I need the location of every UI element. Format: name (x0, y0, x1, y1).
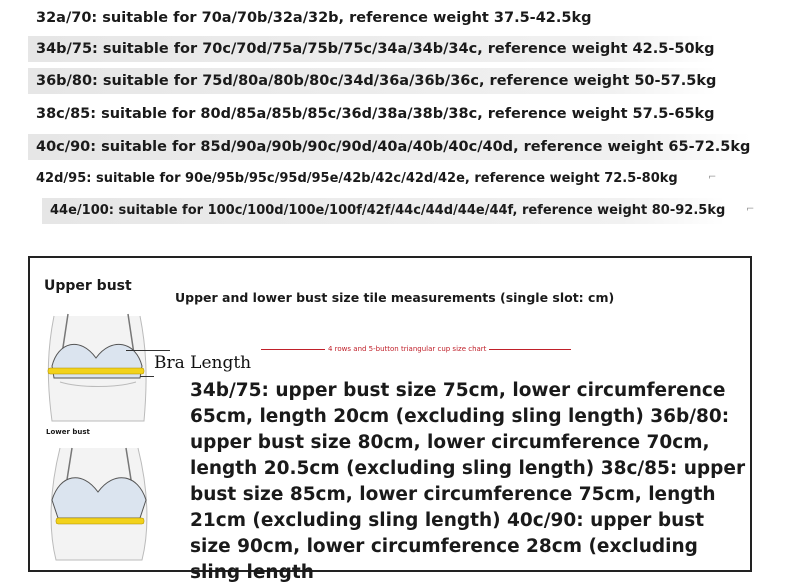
size-description: 34b/75: upper bust size 75cm, lower circumference 65cm, length 20cm (excluding sling length) 36b/80: upper bust size 80cm, lower circumference 70cm, length 20.5cm (excluding sling length) 38c/85: upper bust size 85cm, lower circumference 75cm, length 21cm (excluding sling length) 40c/90: upper bust size 90cm, lower circumference 28cm (excluding sling length (190, 380, 746, 583)
lower-bust-bra-illustration (42, 438, 157, 563)
size-row-40c: 40c/90: suitable for 85d/90a/90b/90c/90d/40a/40b/40c/40d, reference weight 65-72.5kg (28, 134, 750, 160)
arrow-icon: ⌐ (746, 204, 755, 215)
upper-bust-label: Upper bust (44, 278, 132, 294)
size-row-38c: 38c/85: suitable for 80d/85a/85b/85c/36d/38a/38b/38c, reference weight 57.5-65kg (36, 106, 715, 122)
bra-length-leader-line (140, 376, 154, 377)
red-caption-line (258, 345, 574, 353)
size-row-34b: 34b/75: suitable for 70c/70d/75a/75b/75c/34a/34b/34c, reference weight 42.5-50kg (28, 36, 715, 62)
measurement-diagram (28, 256, 752, 583)
size-row-42d: 42d/95: suitable for 90e/95b/95c/95d/95e/42b/42c/42d/42e, reference weight 72.5-80kg (36, 171, 678, 186)
chart-title: Upper and lower bust size tile measurements (single slot: cm) (175, 290, 615, 305)
size-row-44e: 44e/100: suitable for 100c/100d/100e/100f/42f/44c/44d/44e/44f, reference weight 80-92.5kg (42, 198, 725, 224)
size-row-32a: 32a/70: suitable for 70a/70b/32a/32b, reference weight 37.5-42.5kg (36, 10, 592, 26)
lower-bust-label: Lower bust (46, 428, 90, 436)
upper-bust-bra-illustration (40, 306, 155, 424)
bra-length-leader-line (126, 350, 170, 351)
red-caption: 4 rows and 5-button triangular cup size chart (328, 345, 487, 353)
size-row-36b: 36b/80: suitable for 75d/80a/80b/80c/34d/36a/36b/36c, reference weight 50-57.5kg (28, 68, 716, 94)
arrow-icon: ⌐ (708, 172, 717, 183)
bra-length-label: Bra Length (154, 353, 252, 373)
